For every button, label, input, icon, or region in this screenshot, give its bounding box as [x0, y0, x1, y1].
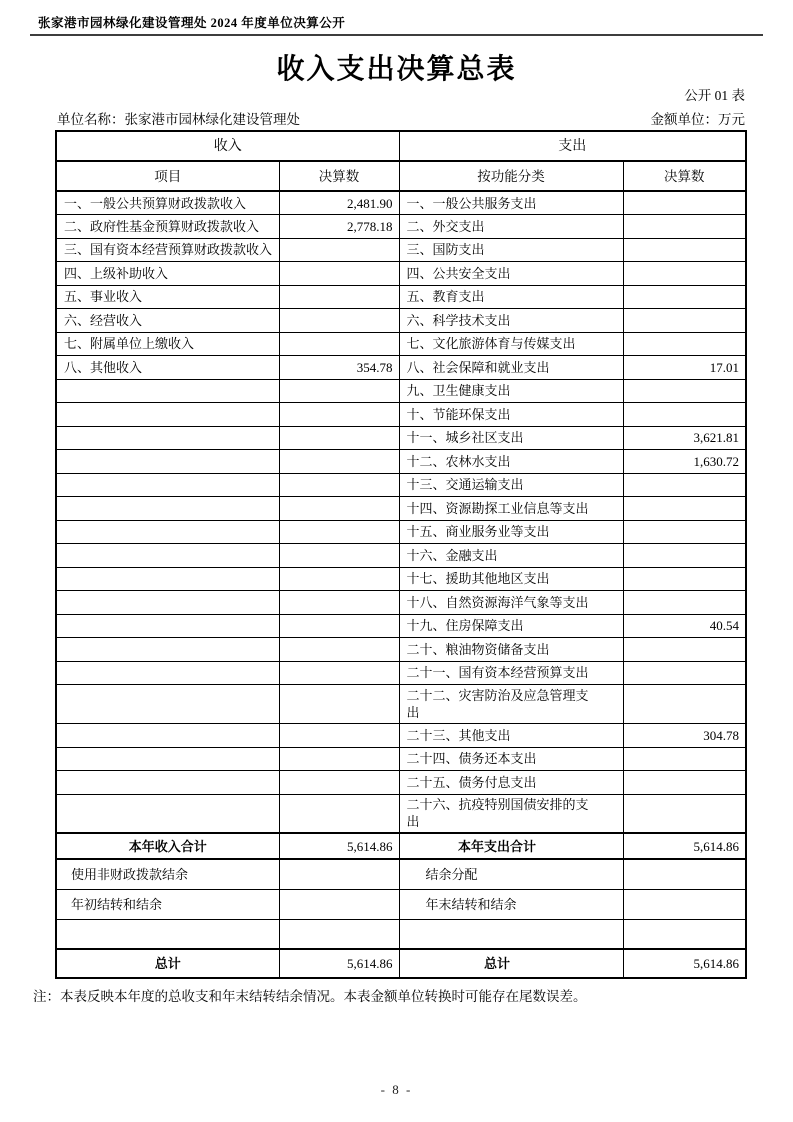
income-item-label — [56, 403, 279, 427]
income-item-label — [56, 614, 279, 638]
expense-item-label: 二十六、抗疫特别国债安排的支出 — [399, 794, 623, 833]
column-header-row — [56, 161, 746, 191]
income-item-label: 五、事业收入 — [56, 285, 279, 309]
expense-item-label: 二十三、其他支出 — [399, 724, 623, 748]
section-header-row — [56, 131, 746, 161]
income-item-label — [56, 771, 279, 795]
income-item-value — [279, 450, 399, 474]
income-item-label: 本年收入合计 — [56, 833, 279, 859]
expense-item-label: 八、社会保障和就业支出 — [399, 356, 623, 380]
expense-item-value — [623, 544, 746, 568]
expense-item-label: 十二、农林水支出 — [399, 450, 623, 474]
table-row — [56, 889, 746, 919]
table-row — [56, 771, 746, 795]
expense-item-label: 九、卫生健康支出 — [399, 379, 623, 403]
income-item-label — [56, 520, 279, 544]
income-item-label — [56, 794, 279, 833]
income-item-value — [279, 661, 399, 685]
col-header-amount: 决算数 — [623, 161, 746, 191]
expense-item-value: 40.54 — [623, 614, 746, 638]
unit-name: 单位名称：张家港市园林绿化建设管理处 — [57, 112, 300, 127]
income-item-label — [56, 473, 279, 497]
expense-item-value — [623, 771, 746, 795]
expense-item-value: 3,621.81 — [623, 426, 746, 450]
income-item-label — [56, 450, 279, 474]
table-row — [56, 794, 746, 833]
expense-item-label: 一、一般公共服务支出 — [399, 191, 623, 215]
table-row — [56, 949, 746, 978]
table-row — [56, 685, 746, 724]
expense-item-value — [623, 379, 746, 403]
income-item-value — [279, 332, 399, 356]
income-item-label — [56, 724, 279, 748]
expense-item-label: 十六、金融支出 — [399, 544, 623, 568]
income-item-value: 354.78 — [279, 356, 399, 380]
table-row — [56, 591, 746, 615]
income-item-value — [279, 771, 399, 795]
income-item-label — [56, 919, 279, 949]
income-item-label: 使用非财政拨款结余 — [56, 859, 279, 889]
expense-item-value — [623, 889, 746, 919]
expense-item-value: 1,630.72 — [623, 450, 746, 474]
expense-item-label: 六、科学技术支出 — [399, 309, 623, 333]
expense-item-value — [623, 661, 746, 685]
expense-item-value: 304.78 — [623, 724, 746, 748]
table-row — [56, 356, 746, 380]
header-rule — [30, 34, 763, 36]
expense-item-label: 二十、粮油物资储备支出 — [399, 638, 623, 662]
table-row — [56, 215, 746, 239]
expense-item-label: 结余分配 — [399, 859, 623, 889]
table-row — [56, 309, 746, 333]
expense-item-value — [623, 859, 746, 889]
col-header-function: 按功能分类 — [399, 161, 623, 191]
expense-item-label: 二十四、债务还本支出 — [399, 747, 623, 771]
expense-item-value — [623, 238, 746, 262]
expense-item-value: 5,614.86 — [623, 949, 746, 978]
expense-item-label: 年末结转和结余 — [399, 889, 623, 919]
table-row — [56, 859, 746, 889]
expense-item-value — [623, 403, 746, 427]
expense-item-value: 5,614.86 — [623, 833, 746, 859]
table-row — [56, 919, 746, 949]
expense-item-value — [623, 794, 746, 833]
income-item-value: 2,778.18 — [279, 215, 399, 239]
expense-item-value — [623, 262, 746, 286]
expense-item-value — [623, 473, 746, 497]
income-item-value — [279, 614, 399, 638]
table-row — [56, 379, 746, 403]
income-item-value — [279, 262, 399, 286]
expense-item-label: 十三、交通运输支出 — [399, 473, 623, 497]
income-item-label: 年初结转和结余 — [56, 889, 279, 919]
table-row — [56, 403, 746, 427]
expense-item-value — [623, 497, 746, 521]
table-row — [56, 661, 746, 685]
expense-item-label: 本年支出合计 — [399, 833, 623, 859]
income-item-label — [56, 544, 279, 568]
income-item-label — [56, 661, 279, 685]
income-item-label — [56, 426, 279, 450]
table-row — [56, 262, 746, 286]
table-body — [56, 191, 746, 978]
table-row — [56, 332, 746, 356]
expense-item-label: 二十一、国有资本经营预算支出 — [399, 661, 623, 685]
income-section-header: 收入 — [56, 131, 399, 161]
table-row — [56, 473, 746, 497]
table-row — [56, 285, 746, 309]
page-number: - 8 - — [380, 1082, 413, 1097]
table-row — [56, 544, 746, 568]
income-item-label — [56, 638, 279, 662]
expense-item-value — [623, 747, 746, 771]
expense-item-label: 十八、自然资源海洋气象等支出 — [399, 591, 623, 615]
table-row — [56, 747, 746, 771]
expense-item-label: 二十五、债务付息支出 — [399, 771, 623, 795]
expense-item-label: 二、外交支出 — [399, 215, 623, 239]
expense-item-label: 十一、城乡社区支出 — [399, 426, 623, 450]
expense-item-value — [623, 191, 746, 215]
expense-item-label — [399, 919, 623, 949]
table-row — [56, 638, 746, 662]
income-item-value — [279, 724, 399, 748]
col-header-item: 项目 — [56, 161, 279, 191]
income-item-value — [279, 638, 399, 662]
document-header: 张家港市园林绿化建设管理处 2024 年度单位决算公开 — [38, 16, 346, 30]
expense-item-label: 五、教育支出 — [399, 285, 623, 309]
expense-item-value — [623, 638, 746, 662]
income-item-label: 总计 — [56, 949, 279, 978]
table-row — [56, 426, 746, 450]
income-item-value — [279, 426, 399, 450]
income-item-label: 一、一般公共预算财政拨款收入 — [56, 191, 279, 215]
expense-item-label: 十五、商业服务业等支出 — [399, 520, 623, 544]
table-row — [56, 238, 746, 262]
income-item-value — [279, 544, 399, 568]
income-item-value — [279, 403, 399, 427]
expense-item-value — [623, 215, 746, 239]
income-item-label: 六、经营收入 — [56, 309, 279, 333]
table-row — [56, 450, 746, 474]
table-row — [56, 614, 746, 638]
expense-item-value — [623, 332, 746, 356]
income-item-label — [56, 591, 279, 615]
expense-item-label: 十七、援助其他地区支出 — [399, 567, 623, 591]
expense-item-value — [623, 520, 746, 544]
expense-item-label: 三、国防支出 — [399, 238, 623, 262]
page-title: 收入支出决算总表 — [276, 54, 517, 85]
income-item-label: 二、政府性基金预算财政拨款收入 — [56, 215, 279, 239]
expense-item-label: 四、公共安全支出 — [399, 262, 623, 286]
income-item-label — [56, 567, 279, 591]
income-item-value — [279, 497, 399, 521]
expense-item-label: 二十二、灾害防治及应急管理支出 — [399, 685, 623, 724]
income-item-value — [279, 520, 399, 544]
table-row — [56, 724, 746, 748]
income-item-value — [279, 794, 399, 833]
expense-item-label: 总计 — [399, 949, 623, 978]
expense-item-value — [623, 567, 746, 591]
income-item-label — [56, 685, 279, 724]
income-item-label: 八、其他收入 — [56, 356, 279, 380]
income-item-value — [279, 285, 399, 309]
expense-item-value — [623, 685, 746, 724]
income-item-label: 三、国有资本经营预算财政拨款收入 — [56, 238, 279, 262]
income-item-value: 2,481.90 — [279, 191, 399, 215]
income-item-value — [279, 567, 399, 591]
expense-item-value — [623, 285, 746, 309]
income-item-value — [279, 889, 399, 919]
income-item-value — [279, 309, 399, 333]
table-row — [56, 520, 746, 544]
expense-item-value: 17.01 — [623, 356, 746, 380]
table-row — [56, 567, 746, 591]
income-item-value — [279, 473, 399, 497]
income-item-label — [56, 747, 279, 771]
amount-unit: 金额单位：万元 — [650, 112, 745, 127]
expense-item-label: 十九、住房保障支出 — [399, 614, 623, 638]
expense-item-label: 十四、资源勘探工业信息等支出 — [399, 497, 623, 521]
income-item-label: 七、附属单位上缴收入 — [56, 332, 279, 356]
income-item-value: 5,614.86 — [279, 949, 399, 978]
expense-item-label: 十、节能环保支出 — [399, 403, 623, 427]
income-item-value — [279, 591, 399, 615]
table-row — [56, 833, 746, 859]
expense-item-label: 七、文化旅游体育与传媒支出 — [399, 332, 623, 356]
income-item-value — [279, 747, 399, 771]
income-item-value — [279, 685, 399, 724]
expense-item-value — [623, 591, 746, 615]
income-item-value — [279, 859, 399, 889]
income-item-label — [56, 379, 279, 403]
footnote: 注：本表反映本年度的总收支和年末结转结余情况。本表金额单位转换时可能存在尾数误差。 — [33, 989, 587, 1004]
table-row — [56, 191, 746, 215]
expense-item-value — [623, 919, 746, 949]
income-item-value — [279, 379, 399, 403]
meta-row — [57, 108, 745, 128]
income-item-value — [279, 238, 399, 262]
income-item-value: 5,614.86 — [279, 833, 399, 859]
income-item-value — [279, 919, 399, 949]
col-header-amount: 决算数 — [279, 161, 399, 191]
income-item-label — [56, 497, 279, 521]
expense-section-header: 支出 — [399, 131, 746, 161]
final-accounts-table — [55, 130, 747, 979]
income-item-label: 四、上级补助收入 — [56, 262, 279, 286]
table-row — [56, 497, 746, 521]
table-number: 公开 01 表 — [684, 88, 745, 103]
expense-item-value — [623, 309, 746, 333]
